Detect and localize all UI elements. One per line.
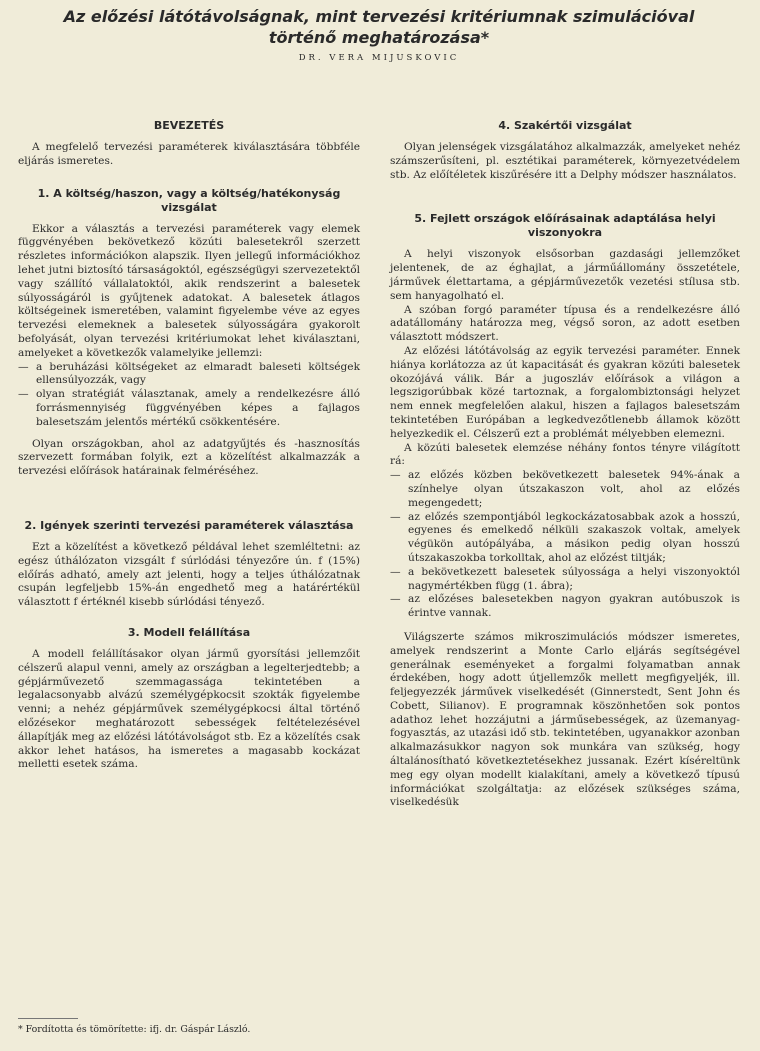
article-title [18, 6, 740, 48]
list-item [390, 566, 740, 594]
dash-glyph: — [390, 565, 401, 578]
intro-heading: BEVEZETÉS [153, 119, 225, 132]
section-4-heading: 4. Szakértői vizsgálat [498, 119, 632, 132]
list-item [18, 388, 360, 429]
section-5-paragraph-2: A szóban forgó paraméter típusa és a rendelkezésre álló adatállomány határozza meg, végső soron, az adott esetben választott módszert. [390, 303, 740, 344]
section-2-heading: 2. Igények szerinti tervezési paraméterek választása [24, 518, 354, 532]
section-5-paragraph-4: A közúti balesetek elemzése néhány fontos tényre világított rá: [390, 441, 740, 468]
dash-glyph: — [390, 469, 401, 482]
footnote-rule [18, 1018, 78, 1019]
list-item-text: az előzéses balesetekben nagyon gyakran autóbuszok is érintve vannak. [408, 593, 740, 620]
title-line-1: Az előzési látótávolságnak, mint tervezési kritériumnak szimulációval [63, 7, 695, 26]
list-item-text: az előzés szempontjából legkockázatosabbak azok a hosszú, egyenes és emelkedő nélküli szakaszok voltak, amelyek végükön autópályába, a másikon pedig olyan hosszú útszakaszokba torkolltak, ahol az előzést tiltják; [408, 510, 740, 564]
list-item-text: az előzés közben bekövetkezett balesetek 94%-ának a színhelye olyan útszakaszon volt, ahol az előzés megengedett; [408, 469, 740, 509]
section-5-paragraph-5: Világszerte számos mikroszimulációs módszer ismeretes, amelyek rendszerint a Monte Carlo eljárás segítségével generálnak eseményeket a forgalmi folyamatban annak érdekében, hogy adott útjellemzők mellett megfigyeljék, ill. feljegyezzék járművek viselkedését (Ginnerstedt, Sent John és Cobett, Silianov). E programnak köszönhetően sok pontos adathoz lehet hozzájutni a járműsebességek, az üzemanyag-fogyasztás, az utazási idő stb. tekintetében, ugyanakkor azonban alkalmazásukkor nagyon sok munkára van szükség, hogy általánosítható következtetésekhez jussanak. Ezért kíséreltünk meg egy olyan modellt kialakítani, amely a következő típusú információkat szolgáltatja: az előzések szükséges száma, viselkedésük [390, 630, 740, 809]
section-5-heading: 5. Fejlett országok előírásainak adaptálása helyi viszonyokra [414, 212, 716, 240]
list-item [18, 361, 360, 389]
section-3-paragraph-1: A modell felállításakor olyan jármű gyorsítási jellemzőit célszerű alapul venni, amely az országban a legelterjedtebb; a gépjárművezető szemmagassága tekintetében a legalacsonyabb alvázú személygépkocsit szokták figyelembe venni; a nehéz gépjárművek személygépkocsi által történő előzésekor meghatározott sebességek feltételezésével állapítják meg az előzési látótávolságot stb. Ez a közelítés csak akkor lehet hatásos, ha ismeretes a magasabb kockázat melletti esetek száma. [18, 647, 360, 771]
section-5-paragraph-1: A helyi viszonyok elsősorban gazdasági jellemzőket jelentenek, de az éghajlat, a járműállomány összetétele, járművek élettartama, a gépjárművezetők vezetési stílusa stb. sem hanyagolható el. [390, 248, 740, 302]
dash-glyph: — [390, 593, 401, 606]
list-item-text: a beruházási költségeket az elmaradt baleseti költségek ellensúlyozzák, vagy [36, 360, 360, 387]
author-name: DR. VERA MIJUSKOVIC [298, 53, 460, 63]
list-item [390, 593, 740, 621]
intro-paragraph: A megfelelő tervezési paraméterek kiválasztására többféle eljárás ismeretes. [18, 141, 360, 167]
section-4-paragraph-1: Olyan jelenségek vizsgálatához alkalmazzák, amelyeket nehéz számszerűsíteni, pl. esztétikai paraméterek, környezetvédelem stb. Az előítéletek kiszűrésére itt a Delphy módszer használatos. [390, 141, 740, 181]
section-3-heading: 3. Modell felállítása [127, 625, 251, 639]
section-1-list [18, 361, 360, 430]
section-1-paragraph-2: Olyan országokban, ahol az adatgyűjtés és -hasznosítás szervezett formában folyik, ezt a közelítést alkalmazzák a tervezési előírások határainak felméréséhez. [18, 437, 360, 478]
title-line-2: történő meghatározása* [268, 28, 490, 47]
dash-glyph: — [18, 360, 29, 373]
left-column [18, 119, 360, 810]
list-item [390, 469, 740, 510]
section-1-heading: 1. A költség/haszon, vagy a költség/hatékonyság vizsgálat [37, 186, 341, 214]
section-2-paragraph-1: Ezt a közelítést a következő példával lehet szemléltetni: az egész úthálózaton vizsgált f súrlódási tényezőre ún. f (15%) előírás adható, amely azt jelenti, hogy a teljes úthálózatnak csupán legfeljebb 15%-án engedhető meg a határértékül választott f értéknél kisebb súrlódási tényező. [18, 540, 360, 609]
footnote: * Fordította és tömörítette: ifj. dr. Gáspár László. [18, 1024, 251, 1035]
dash-glyph: — [390, 510, 401, 523]
right-column [390, 119, 740, 810]
section-1-paragraph-1: Ekkor a választás a tervezési paraméterek vagy elemek függvényében bekövetkező közúti balesetekről szerzett részletes információkon alapszik. Ilyen jellegű információkhoz lehet jutni biztosító társaságoktól, egészségügyi szervezetektől vagy szállító vállalatoktól, akik rendszerint a balesetek súlyosságáról is gyűjtenek adatokat. A balesetek átlagos költségeinek ismeretében, valamint figyelembe véve az egyes tervezési elemeknek a balesetek súlyosságára gyakorolt befolyását, olyan tervezési kritériumokat lehet kiválasztani, amelyeket a következők valamelyike jellemzi: [18, 222, 360, 359]
list-item [390, 511, 740, 566]
two-column-body [18, 119, 740, 810]
list-item-text: olyan stratégiát választanak, amely a rendelkezésre álló forrásmennyiség függvényében képes a fajlagos balesetszám jelentős mértékű csökkentésére. [36, 388, 360, 428]
list-item-text: a bekövetkezett balesetek súlyossága a helyi viszonyoktól nagymértékben függ (1. ábra); [408, 565, 740, 592]
section-5-list [390, 469, 740, 621]
section-5-paragraph-3: Az előzési látótávolság az egyik tervezési paraméter. Ennek hiánya korlátozza az út kapacitását és gyakran közúti balesetek okozójává válik. Bár a jugoszláv előírások a világon a legszigorúbbak közé tartoznak, a forgalombiztonsági helyzet nem ennek megfelelően alakul, hiszen a fajlagos balesetszám tekintetében Európában a legkedvezőtlenebb államok között helyezkedik el. Célszerű ezt a problémát mélyebben elemezni. [390, 344, 740, 440]
dash-glyph: — [18, 388, 29, 401]
